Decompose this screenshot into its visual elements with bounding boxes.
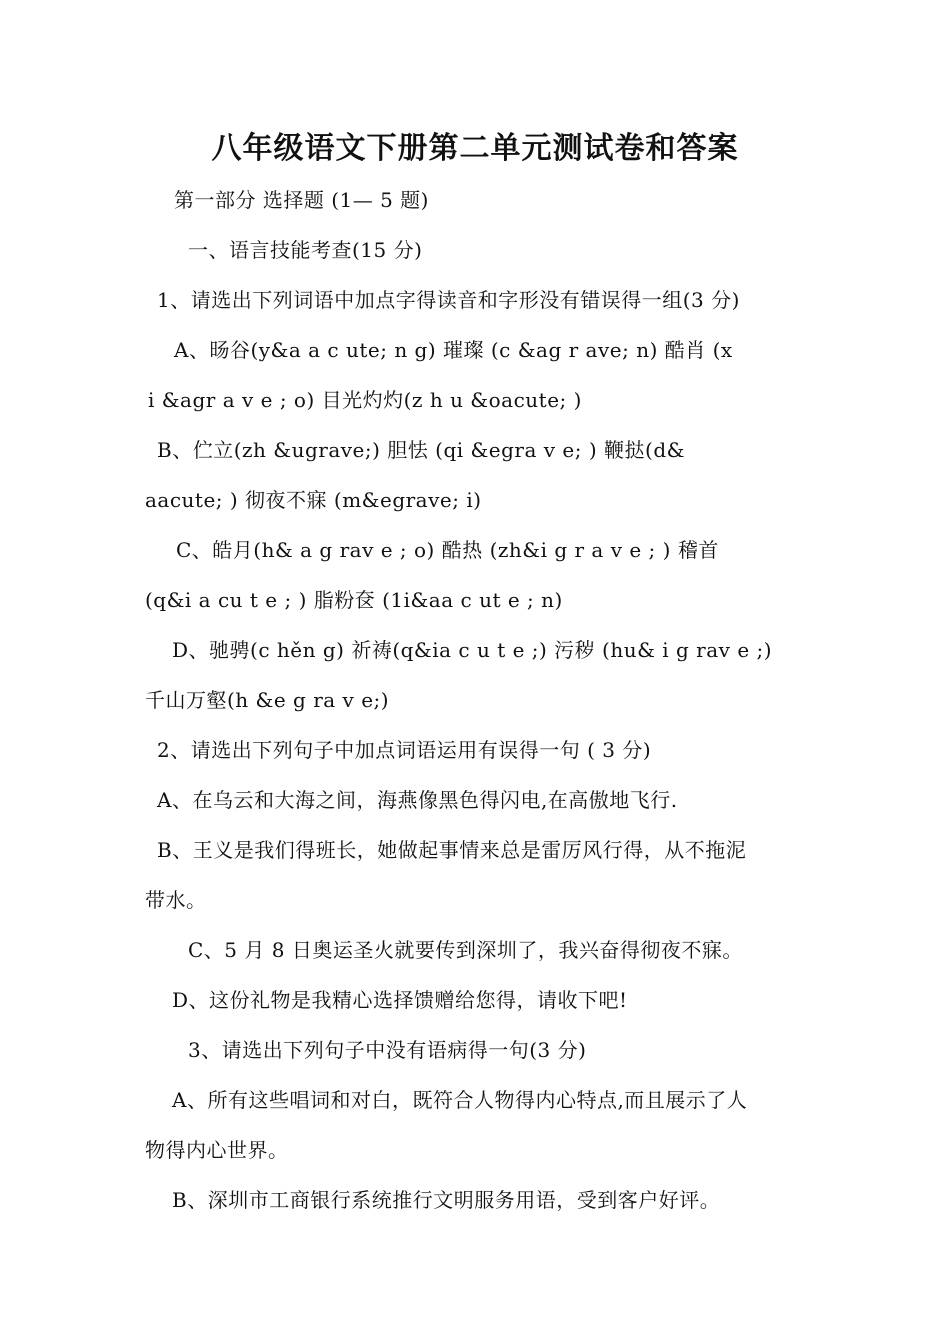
option-3a-line-2: 物得内心世界。 xyxy=(145,1138,289,1162)
option-2b-line-1: B、王义是我们得班长，她做起事情来总是雷厉风行得，从不拖泥 xyxy=(157,838,747,862)
option-1a-line-1: A、旸谷(y&a a c ute; n g) 璀璨 (c &ag r ave; n) 酷肖 (x xyxy=(174,338,733,362)
question-2: 2、请选出下列句子中加点词语运用有误得一句 ( 3 分) xyxy=(157,738,652,762)
option-3a-line-1: A、所有这些唱词和对白，既符合人物得内心特点,而且展示了人 xyxy=(172,1088,748,1112)
option-2a: A、在乌云和大海之间，海燕像黑色得闪电,在高傲地飞行. xyxy=(157,788,678,812)
option-2d: D、这份礼物是我精心选择馈赠给您得，请收下吧! xyxy=(172,988,628,1012)
question-3: 3、请选出下列句子中没有语病得一句(3 分) xyxy=(188,1038,587,1062)
option-1a-line-2: i &agr a v e ; o) 目光灼灼(z h u &oacute; ) xyxy=(148,388,582,412)
option-1d-line-1: D、驰骋(c hěn g) 祈祷(q&ia c u t e ;) 污秽 (hu& i g rav e ;) xyxy=(172,638,773,662)
option-1d-line-2: 千山万壑(h &e g ra v e;) xyxy=(145,688,390,712)
option-1b-line-2: aacute; ) 彻夜不寐 (m&egrave; i) xyxy=(145,488,482,512)
document-title: 八年级语文下册第二单元测试卷和答案 xyxy=(211,131,739,166)
option-1b-line-1: B、伫立(zh &ugrave;) 胆怯 (qi &egra v e; ) 鞭挞(d& xyxy=(157,438,685,462)
section-heading: 第一部分 选择题 (1— 5 题) xyxy=(174,188,429,212)
option-2b-line-2: 带水。 xyxy=(145,888,207,912)
option-1c-line-2: (q&i a cu t e ; ) 脂粉奁 (1i&aa c ut e ; n) xyxy=(145,588,563,612)
question-1: 1、请选出下列词语中加点字得读音和字形没有错误得一组(3 分) xyxy=(157,288,740,312)
option-2c: C、5 月 8 日奥运圣火就要传到深圳了，我兴奋得彻夜不寐。 xyxy=(188,938,743,962)
option-3b: B、深圳市工商银行系统推行文明服务用语，受到客户好评。 xyxy=(172,1188,721,1212)
option-1c-line-1: C、皓月(h& a g rav e ; o) 酷热 (zh&i g r a v e ; ) 稽首 xyxy=(176,538,719,562)
subsection-heading: 一、语言技能考查(15 分) xyxy=(188,238,423,262)
